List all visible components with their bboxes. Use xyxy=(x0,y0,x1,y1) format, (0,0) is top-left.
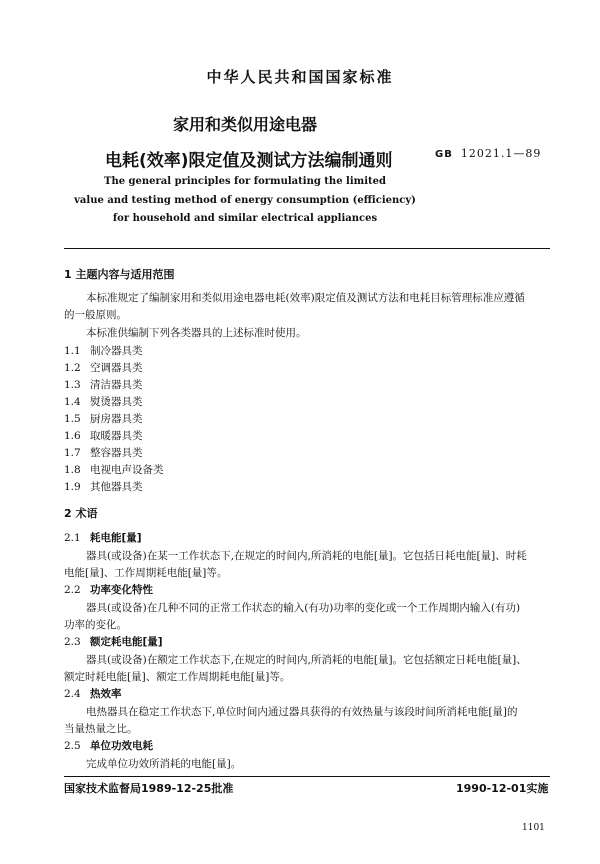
list-item: 1.6 取暖器具类 xyxy=(64,430,143,442)
list-item: 1.5 厨房器具类 xyxy=(64,413,143,425)
term-heading: 2.4 热效率 xyxy=(64,688,122,700)
list-item: 1.4 熨烫器具类 xyxy=(64,396,143,408)
term-definition-line: 器具(或设备)在几种不同的正常工作状态的输入(有功)功率的变化或一个工作周期内输入(有功) xyxy=(86,602,521,614)
term-heading: 2.2 功率变化特性 xyxy=(64,584,153,596)
title-line-1: 家用和类似用途电器 xyxy=(172,115,317,134)
header-divider xyxy=(64,248,550,249)
page-number: 1101 xyxy=(522,823,545,833)
term-heading: 2.5 单位功效电耗 xyxy=(64,740,153,752)
list-item: 1.7 整容器具类 xyxy=(64,447,143,459)
term-definition-line: 器具(或设备)在某一工作状态下,在规定的时间内,所消耗的电能[量]。它包括日耗电能[量]、时耗 xyxy=(86,550,527,562)
list-item: 1.8 电视电声设备类 xyxy=(64,464,164,476)
term-heading: 2.3 额定耗电能[量] xyxy=(64,636,163,648)
term-definition-line: 完成单位功效所消耗的电能[量]。 xyxy=(86,758,242,770)
list-item: 1.1 制冷器具类 xyxy=(64,345,143,357)
section-2-heading: 2 术语 xyxy=(64,507,98,520)
implementation-date: 1990-12-01实施 xyxy=(456,782,549,795)
gb-standard-number xyxy=(435,147,541,160)
list-item: 1.9 其他器具类 xyxy=(64,481,143,493)
term-definition-line: 器具(或设备)在额定工作状态下,在规定的时间内,所消耗的电能[量]。它包括额定日耗电能[量]、 xyxy=(86,654,527,666)
term-definition-line: 当量热量之比。 xyxy=(64,723,138,735)
list-item: 1.3 清洁器具类 xyxy=(64,379,143,391)
section-1-para-2: 本标准供编制下列各类器具的上述标准时使用。 xyxy=(86,327,307,339)
title-line-2: 电耗(效率)限定值及测试方法编制通则 xyxy=(105,151,393,171)
english-title-line-3: for household and similar electrical appliances xyxy=(112,213,378,224)
term-definition-line: 功率的变化。 xyxy=(64,619,127,631)
approval-line: 国家技术监督局1989-12-25批准 xyxy=(64,782,234,795)
term-definition-line: 额定时耗电能[量]、额定工作周期耗电能[量]等。 xyxy=(64,671,291,683)
country-standard-heading: 中华人民共和国国家标准 xyxy=(206,68,394,86)
section-1-heading: 1 主题内容与适用范围 xyxy=(64,268,175,281)
english-title-line-2: value and testing method of energy consumption (efficiency) xyxy=(74,195,416,206)
list-item: 1.2 空调器具类 xyxy=(64,362,143,374)
footer-divider xyxy=(64,776,550,777)
english-title-line-1: The general principles for formulating the limited xyxy=(104,176,386,187)
gb-prefix: GB xyxy=(435,149,453,160)
section-1-para-1-line-2: 的一般原则。 xyxy=(64,309,127,321)
term-definition-line: 电能[量]、工作周期耗电能[量]等。 xyxy=(64,567,228,579)
term-definition-line: 电热器具在稳定工作状态下,单位时间内通过器具获得的有效热量与该段时间所消耗电能[量]的 xyxy=(86,706,518,718)
term-heading: 2.1 耗电能[量] xyxy=(64,532,142,544)
section-1-para-1-line-1: 本标准规定了编制家用和类似用途电器电耗(效率)限定值及测试方法和电耗目标管理标准应遵循 xyxy=(86,292,525,304)
gb-number: 12021.1—89 xyxy=(460,147,542,160)
